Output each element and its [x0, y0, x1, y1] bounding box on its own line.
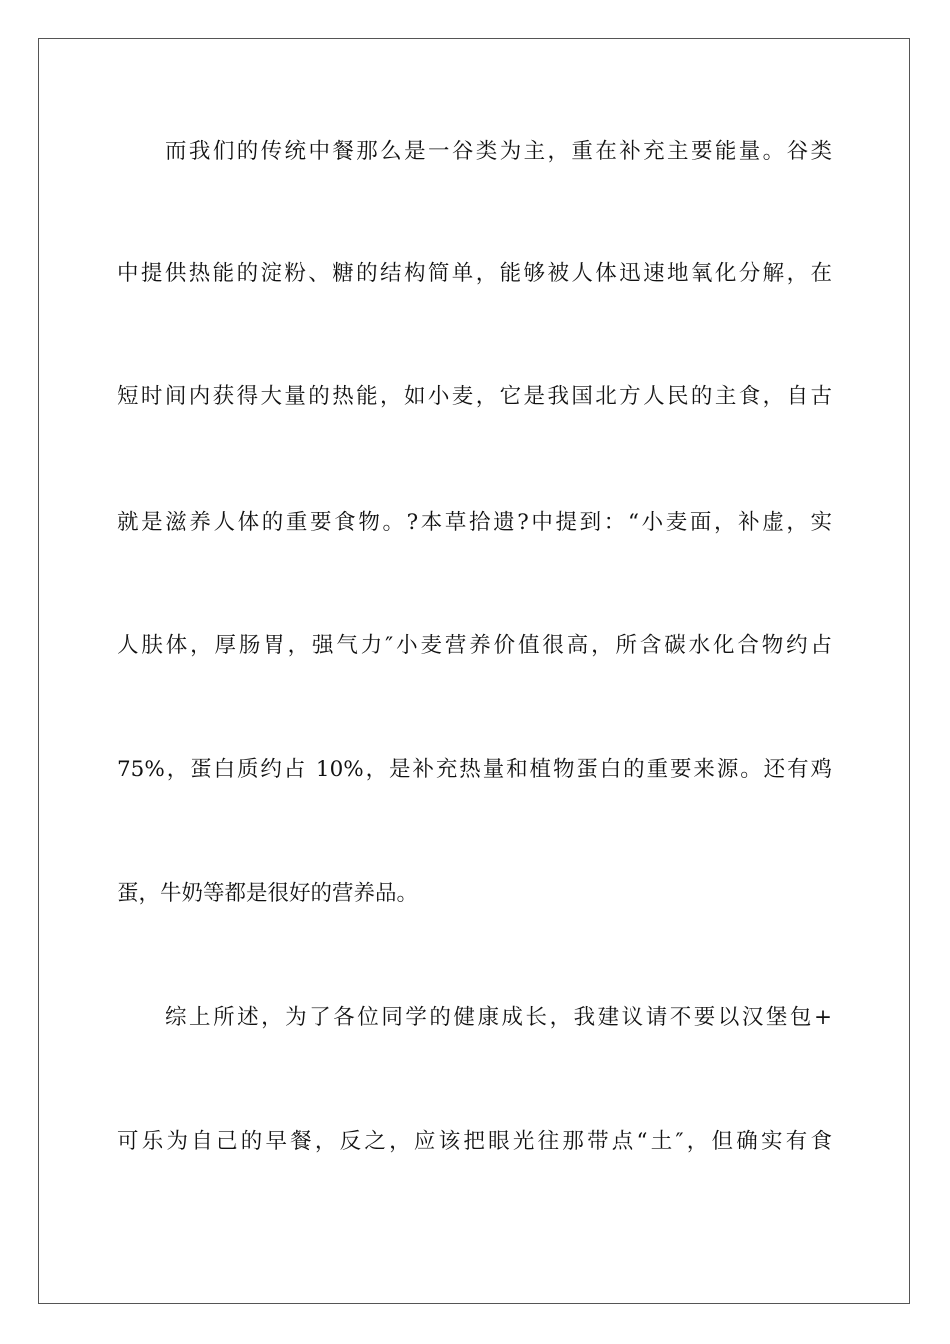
paragraph-1-line-5: 人肤体，厚肠胃，强气力″小麦营养价值很高，所含碳水化合物约占 — [117, 633, 832, 658]
paragraph-1-line-7: 蛋，牛奶等都是很好的营养品。 — [117, 881, 419, 906]
paragraph-2-line-1: 综上所述，为了各位同学的健康成长，我建议请不要以汉堡包+ — [165, 1005, 832, 1030]
paragraph-2-line-2: 可乐为自己的早餐，反之，应该把眼光往那带点“土″，但确实有食 — [117, 1129, 832, 1154]
paragraph-1-line-6: 75%，蛋白质约占 10%，是补充热量和植物蛋白的重要来源。还有鸡 — [117, 757, 832, 782]
paragraph-1-line-4: 就是滋养人体的重要食物。?本草拾遗?中提到：“小麦面，补虚，实 — [117, 510, 832, 535]
paragraph-1-line-3: 短时间内获得大量的热能，如小麦，它是我国北方人民的主食，自古 — [117, 384, 832, 409]
page-frame — [38, 38, 910, 1304]
paragraph-1-line-2: 中提供热能的淀粉、糖的结构简单，能够被人体迅速地氧化分解，在 — [117, 261, 832, 286]
paragraph-1-line-1: 而我们的传统中餐那么是一谷类为主，重在补充主要能量。谷类 — [165, 139, 832, 164]
